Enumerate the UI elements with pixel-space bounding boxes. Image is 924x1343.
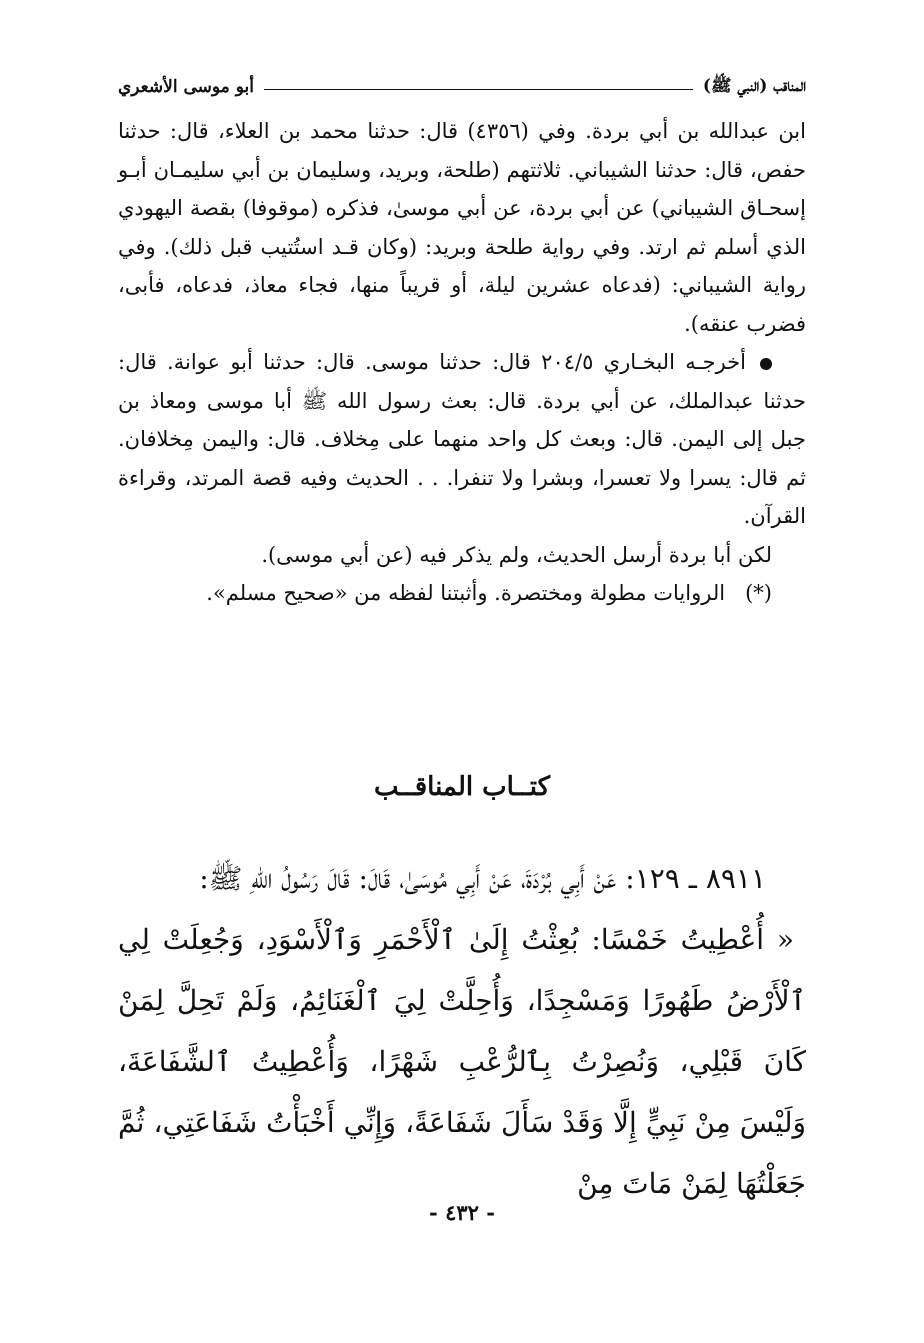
commentary-paragraph-3: لكن أبا بردة أرسل الحديث، ولم يذكر فيه (عن أبي موسى). — [261, 542, 772, 567]
header-rule — [264, 89, 693, 90]
footnote-marker: (*) — [745, 581, 772, 605]
running-head — [118, 72, 806, 102]
footnote-text: الروايات مطولة ومختصرة. وأثبتنا لفظه من «صحيح مسلم». — [206, 581, 726, 605]
hadith-block — [118, 848, 806, 1214]
bullet-dot-icon — [760, 358, 772, 370]
hadith-text: « أُعْطِيتُ خَمْسًا: بُعِثْتُ إِلَىٰ ٱلْأَحْمَرِ وَٱلْأَسْوَدِ، وَجُعِلَتْ لِي ٱلْأَرْضُ طَهُورًا وَمَسْجِدًا، وَأُحِلَّتْ لِيَ ٱلْغَنَائِمُ، وَلَمْ تَحِلَّ لِمَنْ كَانَ قَبْلِي، وَنُصِرْتُ بِٱلرُّعْبِ شَهْرًا، وَأُعْطِيتُ ٱلشَّفَاعَةَ، وَلَيْسَ مِنْ نَبِيٍّ إِلَّا وَقَدْ سَأَلَ شَفَاعَةً، وَإِنِّي أَخْبَأْتُ شَفَاعَتِي، ثُمَّ جَعَلْتُهَا لِمَنْ مَاتَ مِنْ — [118, 923, 806, 1200]
commentary-text — [118, 112, 806, 613]
commentary-paragraph-2 — [118, 343, 806, 536]
subject-title: أبو موسى الأشعري — [118, 77, 254, 97]
page-number: - ٤٣٢ - — [429, 1200, 495, 1225]
hadith-intro: ٨٩١١ ـ ١٢٩: عَنْ أَبِي بُرْدَةَ، عَنْ أَبِي مُوسَىٰ، قَالَ: قَالَ رَسُولُ اللهِ ﷺ: — [199, 862, 766, 895]
chapter-title: المناقب (النبي ﷺ) — [702, 75, 806, 96]
commentary-paragraph-2-text: أخرجـه البخـاري ٢٠٤/٥ قال: حدثنا موسى. قال: حدثنا أبو عوانة. قال: حدثنا عبدالملك، عن أبي بردة. قال: بعث رسول الله ﷺ أبا موسى ومعاذ بن جبل إلى اليمن. قال: وبعث كل واحد منهما على مِخلاف. قال: واليمن مِخلافان. ثم قال: يسرا ولا تعسرا، وبشرا ولا تنفرا. . . الحديث وفيه قصة المرتد، وقراءة القرآن. — [118, 350, 806, 528]
section-title: كتــاب المناقــب — [373, 772, 551, 802]
footnote — [118, 574, 806, 613]
commentary-paragraph-1: ابن عبدالله بن أبي بردة. وفي (٤٣٥٦) قال: حدثنا محمد بن العلاء، قال: حدثنا حفص، قال: حدثنا الشيباني. ثلاثتهم (طلحة، وبريد، وسليمان بن أبي سليمـان أبـو إسحـاق الشيباني) عن أبي بردة، عن أبي موسىٰ، فذكره (موقوفا) بقصة اليهودي الذي أسلم ثم ارتد. وفي رواية طلحة وبريد: (وكان قـد استُتيب قبل ذلك). وفي رواية الشيباني: (فدعاه عشرين ليلة، أو قريباً منها، فجاء معاذ، فدعاه، فأبى، فضرب عنقه). — [118, 119, 806, 336]
